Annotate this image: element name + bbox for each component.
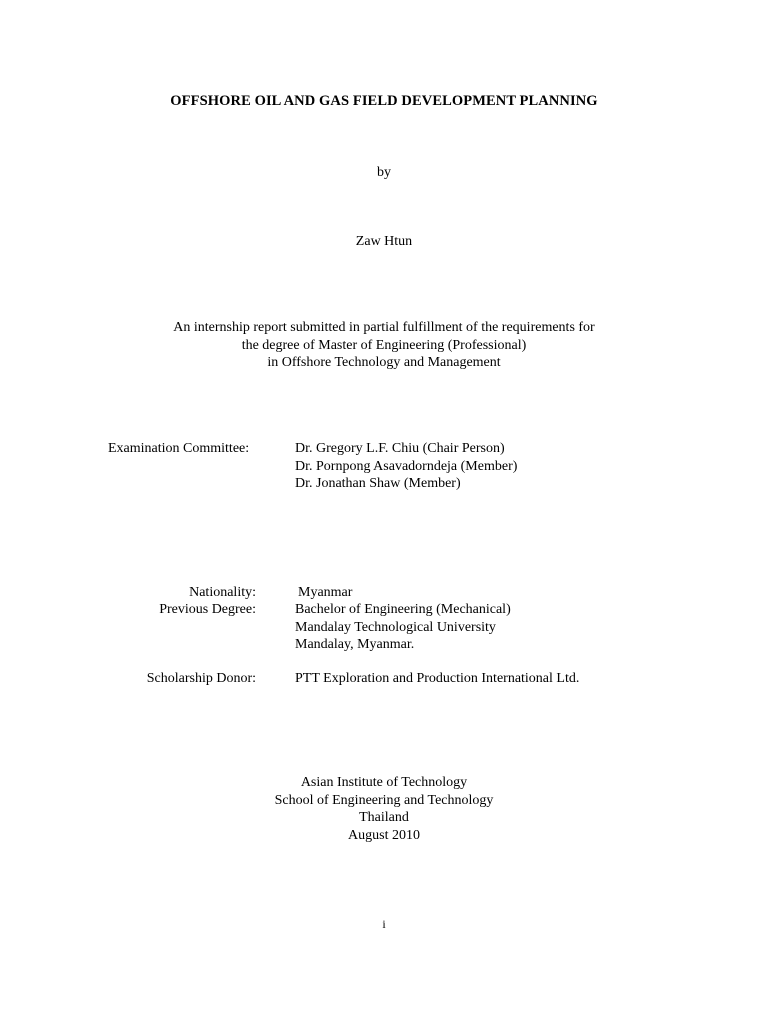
statement-line: the degree of Master of Engineering (Professional)	[241, 337, 527, 353]
previous-degree-values	[295, 601, 511, 654]
statement-line: An internship report submitted in partial fulfillment of the requirements for	[173, 320, 595, 335]
previous-degree-line: Mandalay Technological University	[295, 619, 496, 635]
scholarship-donor-value: PTT Exploration and Production International Ltd.	[295, 671, 580, 686]
author-name: Zaw Htun	[355, 234, 413, 249]
date: August 2010	[348, 827, 420, 843]
previous-degree-line: Mandalay, Myanmar.	[295, 637, 415, 652]
by-label: by	[377, 165, 391, 180]
document-title: OFFSHORE OIL AND GAS FIELD DEVELOPMENT PLANNING	[170, 93, 598, 109]
scholarship-donor-label: Scholarship Donor:	[146, 671, 256, 686]
statement-line: in Offshore Technology and Management	[267, 355, 501, 370]
committee-member: Dr. Pornpong Asavadorndeja (Member)	[295, 458, 518, 474]
institution-name: Asian Institute of Technology	[300, 775, 468, 790]
institution-block	[0, 774, 768, 844]
committee-label: Examination Committee:	[108, 441, 250, 456]
school-name: School of Engineering and Technology	[274, 792, 494, 808]
nationality-value: Myanmar	[298, 585, 353, 600]
nationality-label: Nationality:	[189, 585, 256, 600]
previous-degree-line: Bachelor of Engineering (Mechanical)	[295, 602, 511, 617]
page-number: i	[382, 917, 386, 931]
committee-members	[295, 440, 517, 493]
committee-member: Dr. Jonathan Shaw (Member)	[295, 476, 461, 491]
previous-degree-label: Previous Degree:	[159, 602, 256, 617]
submission-statement	[0, 319, 768, 372]
committee-member: Dr. Gregory L.F. Chiu (Chair Person)	[295, 441, 505, 456]
country: Thailand	[359, 810, 409, 825]
